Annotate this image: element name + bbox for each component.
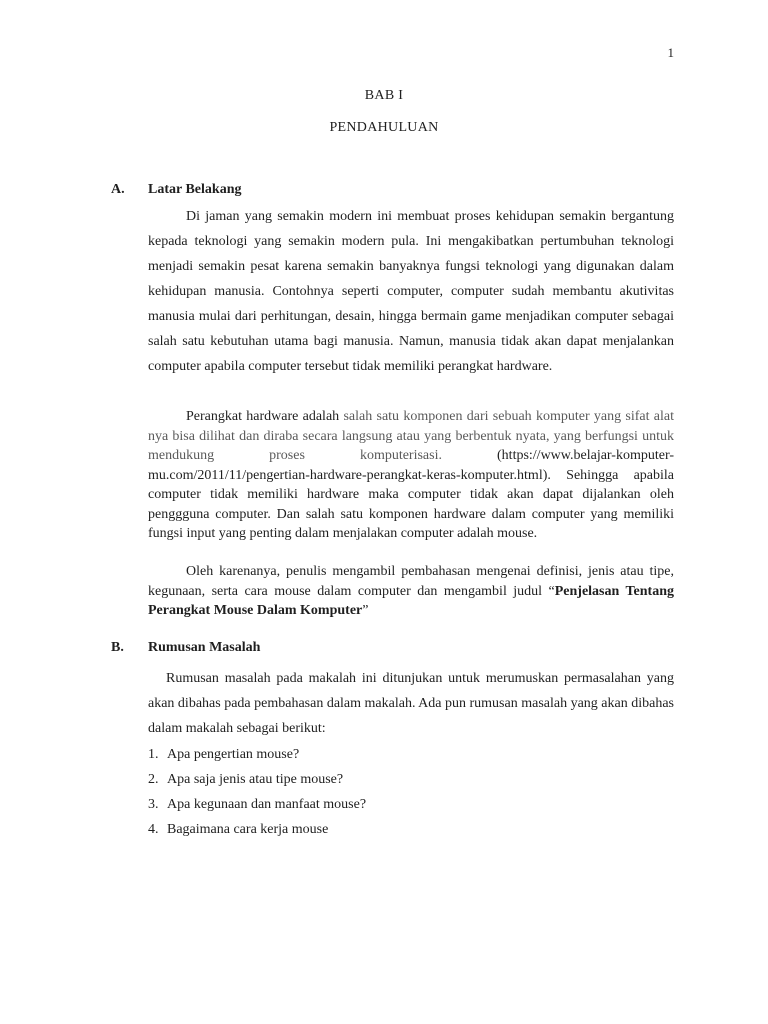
problem-list xyxy=(148,742,674,842)
section-b-letter: B. xyxy=(111,640,124,655)
section-a-paragraph-2 xyxy=(148,407,674,544)
section-b-intro: Rumusan masalah pada makalah ini ditunjukan untuk merumuskan permasalahan yang akan dibahas pada pembahasan dalam makalah. Ada pun rumusan masalah yang akan dibahas dalam makalah sebagai berikut: xyxy=(148,671,674,736)
list-item: 1. Apa pengertian mouse? xyxy=(148,747,300,762)
paragraph-2-rest: (https://www.belajar-komputer-mu.com/2011/11/pengertian-hardware-perangkat-keras-komputer.html). Sehingga apabila computer tidak memiliki hardware maka computer tidak akan dapat dijalankan oleh penggguna computer. Dan salah satu komponen hardware dalam computer yang memiliki fungsi input yang penting dalam menjalakan computer adalah mouse. xyxy=(148,448,674,541)
page-number: 1 xyxy=(667,45,674,60)
section-a-paragraph-3 xyxy=(148,562,674,621)
paragraph-2-lead: Perangkat hardware adalah xyxy=(186,409,344,424)
list-item: 2. Apa saja jenis atau tipe mouse? xyxy=(148,772,344,787)
chapter-title: PENDAHULUAN xyxy=(329,120,439,135)
list-item: 3. Apa kegunaan dan manfaat mouse? xyxy=(148,797,367,812)
paragraph-2-quote: salah satu komponen dari sebuah komputer yang sifat alat nya bisa dilihat dan diraba secara langsung atau yang berbentuk nyata, yang berfungsi untuk mendukung proses komputerisasi. xyxy=(148,409,674,463)
paragraph-3-lead: Oleh karenanya, penulis mengambil pembahasan mengenai definisi, jenis atau tipe, kegunaan, serta cara mouse dalam computer dan mengambil judul “ xyxy=(148,564,674,599)
section-b-title: Rumusan Masalah xyxy=(148,640,261,655)
paper-title: Penjelasan Tentang Perangkat Mouse Dalam Komputer xyxy=(148,583,674,618)
section-a-paragraph-1: Di jaman yang semakin modern ini membuat proses kehidupan semakin bergantung kepada teknologi yang semakin modern pula. Ini mengakibatkan pertumbuhan teknologi menjadi semakin pesat karena semakin banyaknya fungsi teknologi yang digunakan dalam kehidupan manusia. Contohnya seperti computer, computer sudah membantu akutivitas manusia mulai dari perhitungan, desain, hingga bermain game menjadikan computer sebagai salah satu kebutuhan utama bagi manusia. Namun, manusia tidak akan dapat menjalankan computer apabila computer tersebut tidak memiliki perangkat hardware. xyxy=(148,209,674,374)
chapter-heading: BAB I xyxy=(364,88,404,103)
section-a-letter: A. xyxy=(111,182,125,197)
section-a-title: Latar Belakang xyxy=(148,182,242,197)
list-item: 4. Bagaimana cara kerja mouse xyxy=(148,822,329,837)
paragraph-3-close: ” xyxy=(362,603,369,618)
